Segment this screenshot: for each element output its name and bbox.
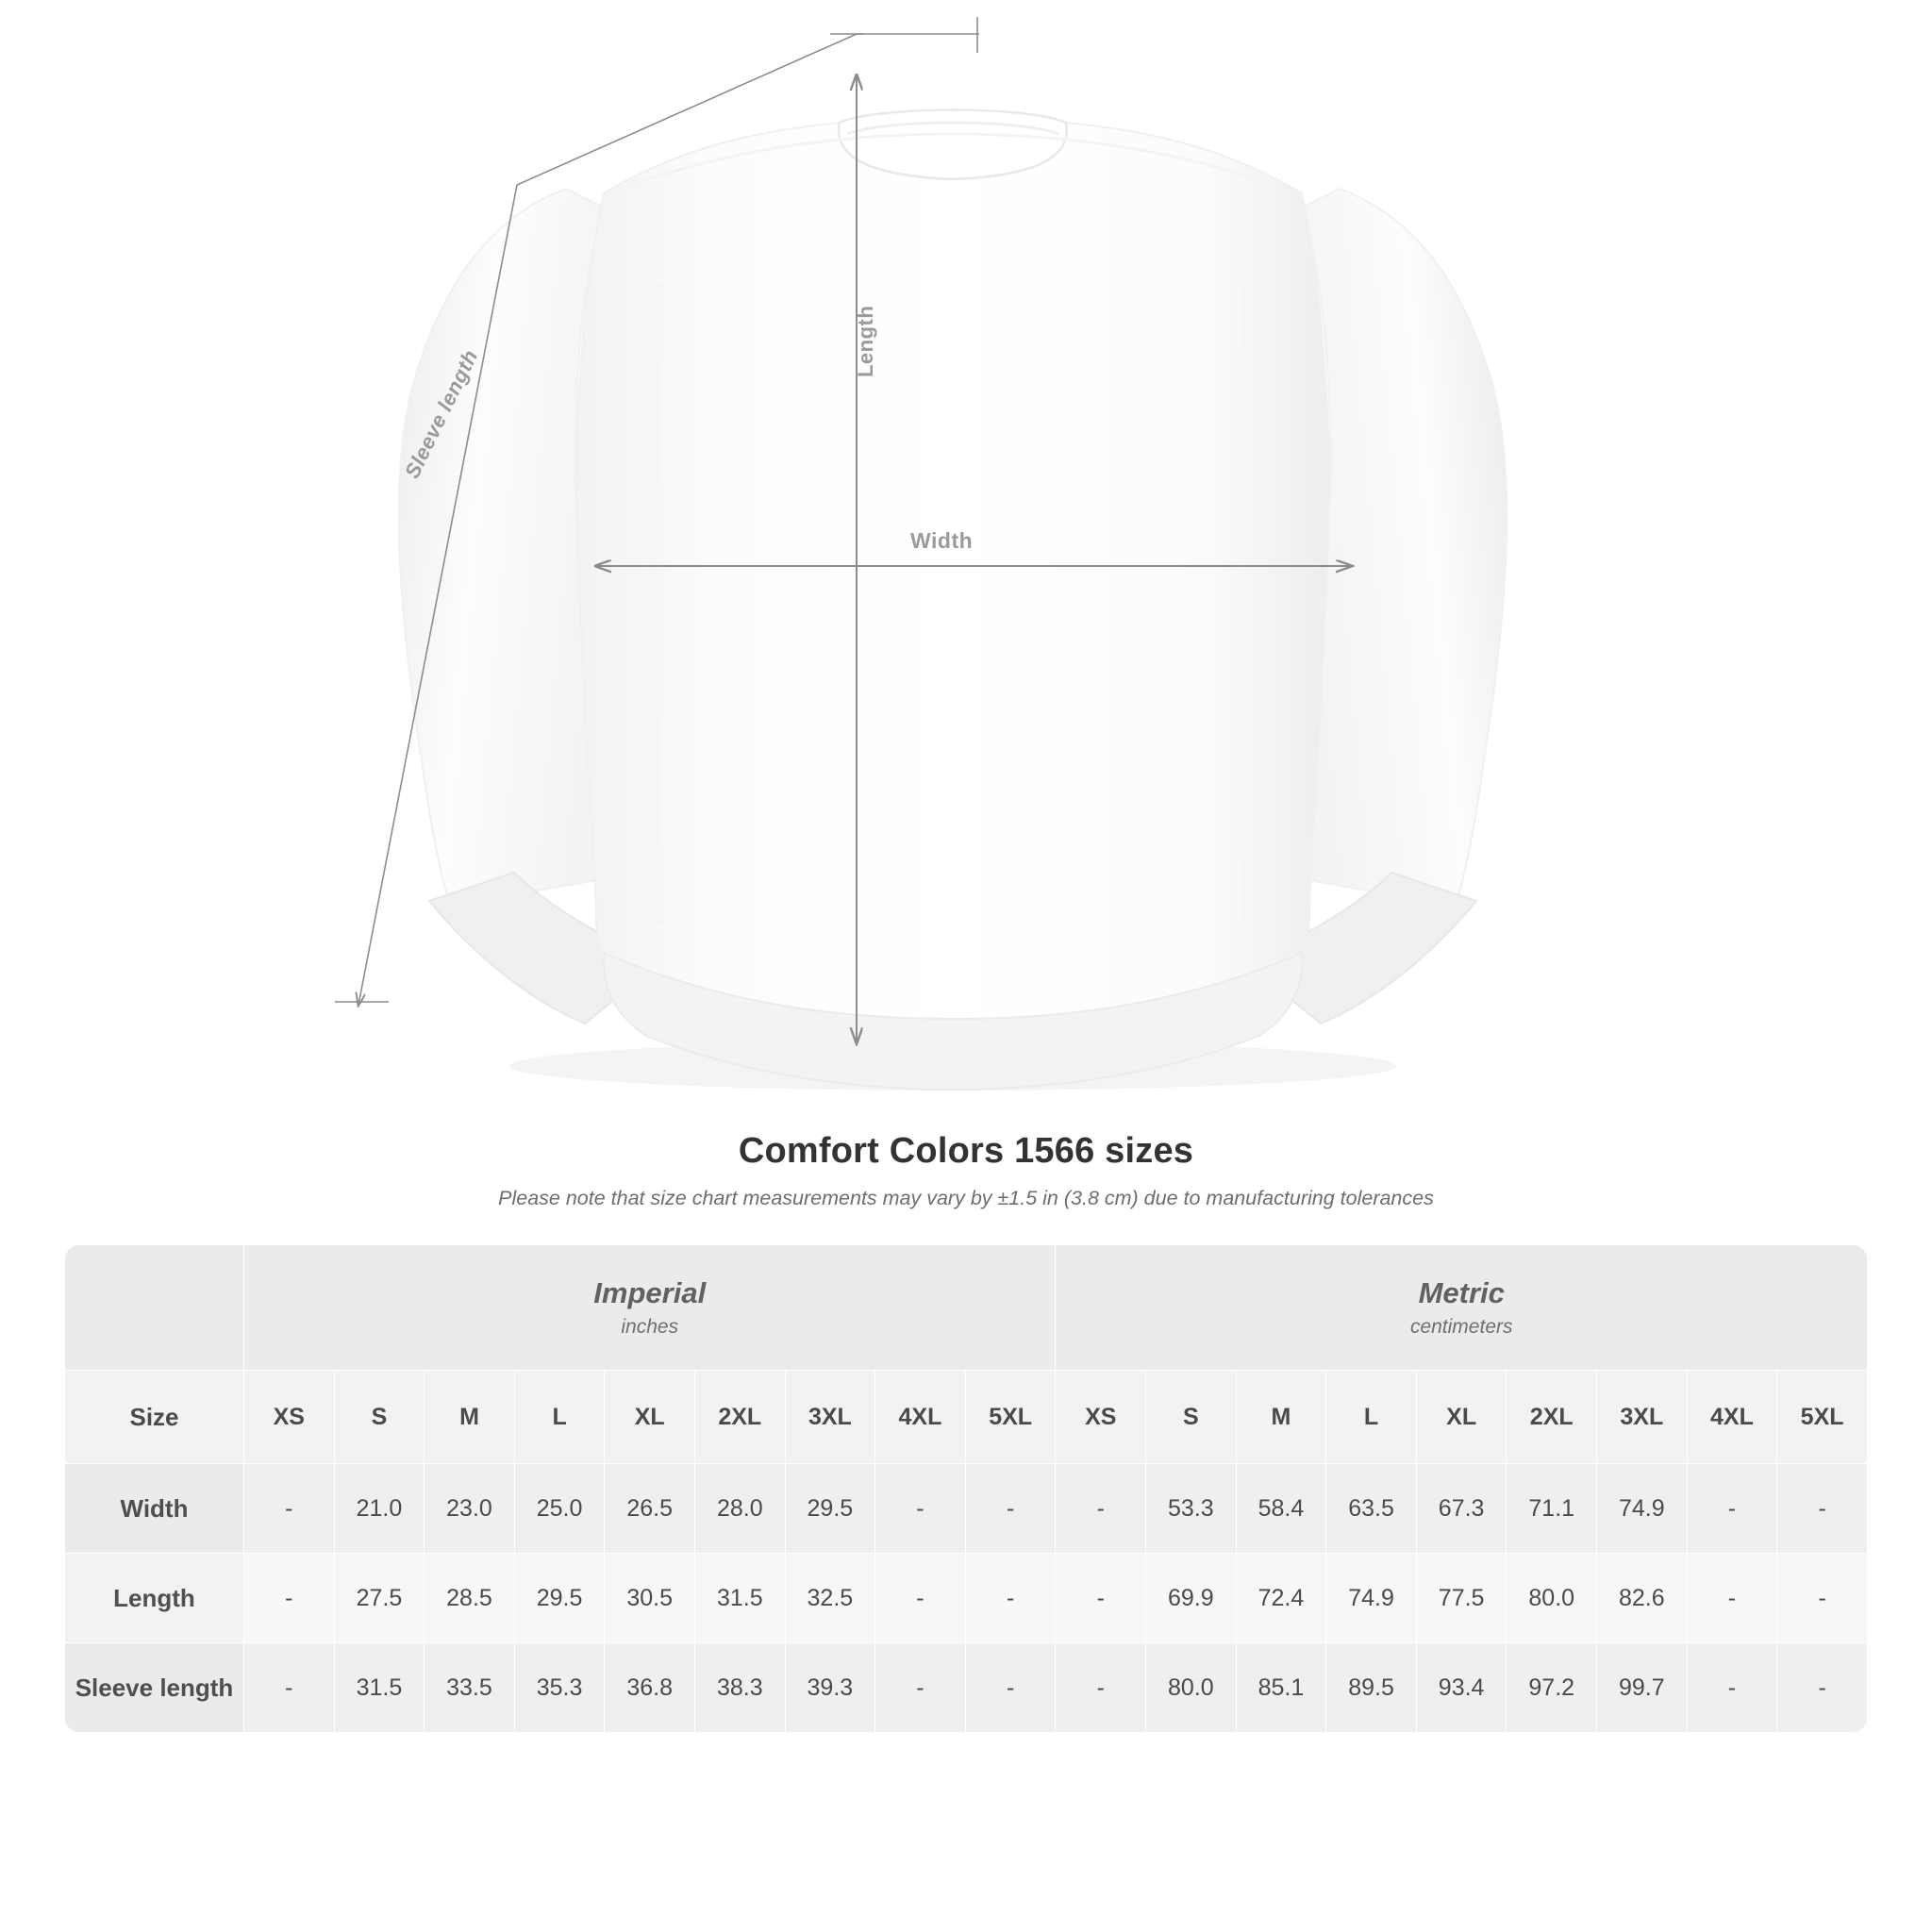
- cell-sleeve-imperial-3xl: 39.3: [785, 1643, 875, 1733]
- size-header-metric-xl: XL: [1416, 1371, 1507, 1464]
- size-header-metric-l: L: [1326, 1371, 1417, 1464]
- row-label-width: Width: [65, 1464, 244, 1554]
- unit-header-corner: [65, 1245, 244, 1371]
- row-label-length: Length: [65, 1554, 244, 1643]
- cell-sleeve-imperial-5xl: -: [965, 1643, 1056, 1733]
- cell-length-metric-4xl: -: [1687, 1554, 1777, 1643]
- cell-length-imperial-xl: 30.5: [605, 1554, 695, 1643]
- size-table-container: [64, 1244, 1868, 1733]
- cell-length-metric-xl: 77.5: [1416, 1554, 1507, 1643]
- unit-header-row: [65, 1245, 1868, 1371]
- cell-width-metric-5xl: -: [1777, 1464, 1868, 1554]
- cell-width-imperial-2xl: 28.0: [694, 1464, 785, 1554]
- size-header-metric-xs: XS: [1056, 1371, 1146, 1464]
- size-header-metric-m: M: [1236, 1371, 1326, 1464]
- cell-width-metric-xs: -: [1056, 1464, 1146, 1554]
- cell-sleeve-imperial-m: 33.5: [425, 1643, 515, 1733]
- cell-width-metric-2xl: 71.1: [1507, 1464, 1597, 1554]
- sweatshirt-shape: [399, 110, 1507, 1091]
- width-label: Width: [910, 528, 974, 553]
- length-label: Length: [854, 305, 877, 377]
- cell-width-imperial-l: 25.0: [514, 1464, 605, 1554]
- size-table: [64, 1244, 1868, 1733]
- unit-sub-metric: centimeters: [1409, 1316, 1513, 1338]
- cell-width-imperial-3xl: 29.5: [785, 1464, 875, 1554]
- unit-name-metric: Metric: [1418, 1276, 1505, 1309]
- cell-sleeve-imperial-s: 31.5: [334, 1643, 425, 1733]
- cell-sleeve-imperial-l: 35.3: [514, 1643, 605, 1733]
- size-header-imperial-xl: XL: [605, 1371, 695, 1464]
- size-header-metric-2xl: 2XL: [1507, 1371, 1597, 1464]
- size-header-imperial-4xl: 4XL: [875, 1371, 966, 1464]
- cell-width-metric-4xl: -: [1687, 1464, 1777, 1554]
- unit-header-imperial: [244, 1245, 1056, 1371]
- size-header-metric-4xl: 4XL: [1687, 1371, 1777, 1464]
- size-header-metric-5xl: 5XL: [1777, 1371, 1868, 1464]
- cell-length-metric-3xl: 82.6: [1597, 1554, 1688, 1643]
- table-row: [65, 1643, 1868, 1733]
- table-row: [65, 1554, 1868, 1643]
- cell-length-metric-s: 69.9: [1146, 1554, 1237, 1643]
- page-title: Comfort Colors 1566 sizes: [738, 1131, 1194, 1171]
- cell-length-metric-2xl: 80.0: [1507, 1554, 1597, 1643]
- cell-sleeve-imperial-xs: -: [244, 1643, 335, 1733]
- cell-length-imperial-2xl: 31.5: [694, 1554, 785, 1643]
- cell-length-imperial-3xl: 32.5: [785, 1554, 875, 1643]
- cell-length-imperial-l: 29.5: [514, 1554, 605, 1643]
- unit-name-imperial: Imperial: [593, 1276, 707, 1309]
- size-header-imperial-xs: XS: [244, 1371, 335, 1464]
- cell-sleeve-metric-4xl: -: [1687, 1643, 1777, 1733]
- cell-width-imperial-4xl: -: [875, 1464, 966, 1554]
- row-label-sleeve-length: Sleeve length: [65, 1643, 244, 1733]
- cell-sleeve-metric-m: 85.1: [1236, 1643, 1326, 1733]
- heading-block: [0, 1131, 1932, 1210]
- size-header-metric-3xl: 3XL: [1597, 1371, 1688, 1464]
- cell-sleeve-metric-l: 89.5: [1326, 1643, 1417, 1733]
- sleeve-length-label: Sleeve length: [400, 345, 483, 482]
- cell-width-metric-m: 58.4: [1236, 1464, 1326, 1554]
- size-header-imperial-s: S: [334, 1371, 425, 1464]
- size-header-row: [65, 1371, 1868, 1464]
- size-header-label: Size: [65, 1371, 244, 1464]
- cell-length-imperial-4xl: -: [875, 1554, 966, 1643]
- measurement-tolerance-note: Please note that size chart measurements may vary by ±1.5 in (3.8 cm) due to manufacturing tolerances: [498, 1187, 1434, 1209]
- cell-sleeve-imperial-xl: 36.8: [605, 1643, 695, 1733]
- cell-length-imperial-s: 27.5: [334, 1554, 425, 1643]
- size-header-imperial-m: M: [425, 1371, 515, 1464]
- size-header-imperial-3xl: 3XL: [785, 1371, 875, 1464]
- size-header-imperial-2xl: 2XL: [694, 1371, 785, 1464]
- cell-sleeve-metric-xl: 93.4: [1416, 1643, 1507, 1733]
- table-row: [65, 1464, 1868, 1554]
- cell-sleeve-metric-s: 80.0: [1146, 1643, 1237, 1733]
- cell-length-metric-xs: -: [1056, 1554, 1146, 1643]
- cell-sleeve-metric-xs: -: [1056, 1643, 1146, 1733]
- cell-width-imperial-xs: -: [244, 1464, 335, 1554]
- cell-length-metric-m: 72.4: [1236, 1554, 1326, 1643]
- unit-sub-imperial: inches: [621, 1316, 679, 1338]
- cell-sleeve-metric-2xl: 97.2: [1507, 1643, 1597, 1733]
- cell-length-metric-l: 74.9: [1326, 1554, 1417, 1643]
- size-header-imperial-l: L: [514, 1371, 605, 1464]
- cell-width-metric-s: 53.3: [1146, 1464, 1237, 1554]
- cell-sleeve-metric-3xl: 99.7: [1597, 1643, 1688, 1733]
- cell-width-metric-xl: 67.3: [1416, 1464, 1507, 1554]
- cell-length-metric-5xl: -: [1777, 1554, 1868, 1643]
- cell-sleeve-metric-5xl: -: [1777, 1643, 1868, 1733]
- cell-length-imperial-xs: -: [244, 1554, 335, 1643]
- cell-width-imperial-xl: 26.5: [605, 1464, 695, 1554]
- size-header-metric-s: S: [1146, 1371, 1237, 1464]
- cell-width-metric-l: 63.5: [1326, 1464, 1417, 1554]
- cell-width-imperial-s: 21.0: [334, 1464, 425, 1554]
- cell-width-imperial-m: 23.0: [425, 1464, 515, 1554]
- size-header-imperial-5xl: 5XL: [965, 1371, 1056, 1464]
- cell-sleeve-imperial-2xl: 38.3: [694, 1643, 785, 1733]
- cell-width-metric-3xl: 74.9: [1597, 1464, 1688, 1554]
- cell-sleeve-imperial-4xl: -: [875, 1643, 966, 1733]
- cell-width-imperial-5xl: -: [965, 1464, 1056, 1554]
- cell-length-imperial-5xl: -: [965, 1554, 1056, 1643]
- unit-header-metric: [1056, 1245, 1868, 1371]
- cell-length-imperial-m: 28.5: [425, 1554, 515, 1643]
